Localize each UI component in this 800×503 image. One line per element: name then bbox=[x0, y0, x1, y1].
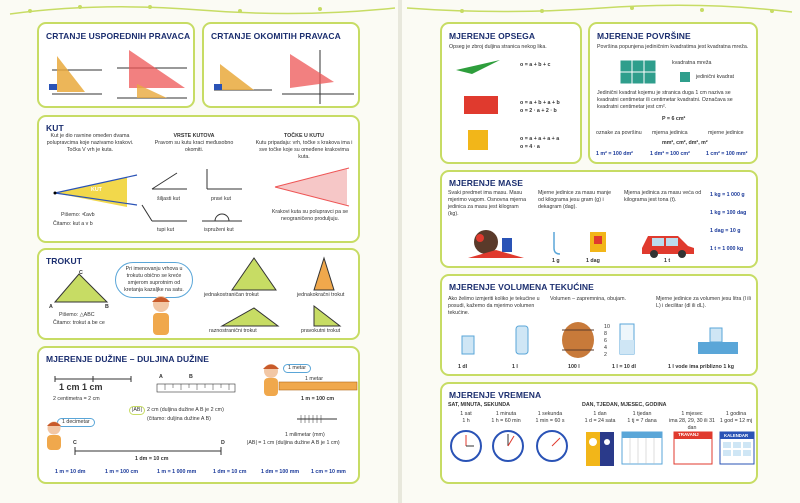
day-night-icon bbox=[586, 432, 616, 466]
units-1: mjerna jedinica bbox=[652, 130, 688, 136]
p-eq: P = 6 cm² bbox=[662, 116, 686, 122]
triangle-types bbox=[214, 256, 354, 326]
set-square-illustration bbox=[47, 48, 192, 106]
ab-sub: (čitamo: duljina dužine A B) bbox=[147, 416, 211, 422]
units-val: mm², cm², dm², m² bbox=[662, 140, 708, 146]
kut-label: KUT bbox=[91, 187, 102, 193]
conv-5: 1 dm = 100 mm bbox=[261, 469, 300, 475]
units-label: oznake za površinu bbox=[596, 130, 642, 136]
opseg-intro: Opseg je zbroj duljina stranica nekog lika. bbox=[449, 44, 547, 50]
triangle-type-1: jednakostraničan trokut bbox=[204, 292, 259, 298]
clock-3-label: 1 sekunda 1 min = 60 s bbox=[535, 411, 565, 424]
section-title: CRTANJE USPOREDNIH PRAVACA bbox=[46, 31, 191, 41]
angle-type-4: ispruženi kut bbox=[204, 227, 234, 233]
pov-eq-2: 1 dm² = 100 cm² bbox=[650, 151, 690, 157]
clock-2-label: 1 minuta 1 h = 60 min bbox=[491, 411, 521, 424]
cm-ruler-line bbox=[53, 376, 133, 382]
opseg-f2a: o = a + b + a + b bbox=[520, 100, 560, 106]
metar-ruler bbox=[279, 382, 359, 392]
section-povrsina bbox=[588, 22, 758, 164]
section-title: MJERENJE VREMENA bbox=[449, 390, 542, 400]
week-label: 1 tjedan 1 tj = 7 dana bbox=[627, 411, 657, 424]
dm-eq: 1 dm = 10 cm bbox=[135, 456, 169, 462]
section-title: MJERENJE DUŽINE – DULJINA DUŽINE bbox=[46, 354, 209, 364]
letter-c: C bbox=[73, 440, 77, 446]
masa-label-t: 1 t bbox=[664, 258, 671, 264]
conv-3: 1 m = 1 000 mm bbox=[157, 469, 197, 475]
scale-2: 2 bbox=[604, 352, 607, 358]
kut-intro: Kut je dio ravnine omeđen dvama polupravcima koje nazivamo krakovi. Točka V vrh je kuta. bbox=[46, 133, 134, 153]
section-title: KUT bbox=[46, 123, 64, 133]
ab-ruler bbox=[157, 382, 237, 394]
units-2: mjerne jedinice bbox=[708, 130, 744, 136]
vol-label-2: 1 l bbox=[512, 364, 518, 370]
vertex-c: C bbox=[79, 270, 83, 276]
tocke-text: Kutu pripadaju: vrh, točke s krakova ima i sve točke koje su omeđene krakovima kuta. bbox=[255, 140, 353, 160]
tocke-title: TOČKE U KUTU bbox=[284, 133, 324, 139]
angle-type-3: tupi kut bbox=[157, 227, 175, 233]
section-title: CRTANJE OKOMITIH PRAVACA bbox=[211, 31, 341, 41]
scale-8: 8 bbox=[604, 331, 607, 337]
teacher-figure-3 bbox=[43, 420, 65, 450]
scale-10: 10 bbox=[604, 324, 610, 330]
scale-4: 4 bbox=[604, 345, 607, 351]
section-vrijeme bbox=[440, 382, 758, 484]
section-trokut bbox=[37, 248, 360, 340]
masa-eq-2: 1 kg = 100 dag bbox=[710, 210, 747, 216]
section-okomiti bbox=[202, 22, 360, 108]
section-title: MJERENJE POVRŠINE bbox=[597, 31, 691, 41]
vol-label-5: 1 l vode ima priblizno 1 kg bbox=[668, 364, 734, 370]
day-label: 1 dan 1 d = 24 sata bbox=[584, 411, 616, 424]
section-kut bbox=[37, 115, 360, 243]
ab-tag: |AB| bbox=[129, 406, 145, 415]
cal-travanj: TRAVANJ bbox=[678, 432, 699, 437]
mm-label: 1 milimetar (mm) bbox=[285, 432, 325, 438]
trokut-citamo: Čitamo: trokut a be ce bbox=[53, 320, 105, 326]
clocks bbox=[452, 428, 582, 466]
masa-eq-1: 1 kg = 1 000 g bbox=[710, 192, 745, 198]
week-calendar bbox=[622, 432, 664, 466]
perpendicular-illustration bbox=[212, 48, 357, 106]
masa-col3: Mjerna jedinica za masu veća od kilograma jest tona (t). bbox=[624, 190, 702, 203]
povrsina-intro: Površina popunjena jediničnim kvadratima jest kvadratna mreža. bbox=[597, 44, 749, 50]
points-in-angle bbox=[271, 167, 351, 207]
pisemo: Pišemo: ∢avb bbox=[61, 212, 95, 218]
vrste-title: VRSTE KUTOVA bbox=[173, 133, 215, 139]
vrijeme-sub1: SAT, MINUTA, SEKUNDA bbox=[448, 402, 510, 408]
section-title: TROKUT bbox=[46, 256, 83, 266]
section-opseg bbox=[440, 22, 582, 164]
masa-col2: Mjerne jedinice za masu manje od kilograma jesu gram (g) i dekagram (dag). bbox=[538, 190, 612, 210]
top-ribbon-left bbox=[0, 0, 398, 20]
m-eq: 1 m = 100 cm bbox=[301, 396, 335, 402]
angle-type-1: šiljasti kut bbox=[157, 196, 180, 202]
vertex-b: B bbox=[105, 304, 109, 310]
trokut-pisemo: Pišemo: △ABC bbox=[59, 312, 95, 318]
povrsina-text2: Jedinični kvadrat kojemu je stranica duga 1 cm naziva se kvadratni centimetar ili centimetar kvadratni. Označava se kvadratni centimetar jest cm². bbox=[597, 90, 733, 110]
kut-footnote: Krakovi kuta su polupravci pa se neograničeno produljuju. bbox=[271, 209, 349, 222]
dm-line bbox=[73, 446, 223, 456]
ab-text: 2 cm (duljina dužine A B je 2 cm) bbox=[147, 407, 224, 413]
letter-b: B bbox=[189, 374, 193, 380]
items-g-dag bbox=[546, 228, 616, 258]
opseg-f2b: o = 2 · a + 2 · b bbox=[520, 108, 557, 114]
pov-eq-1: 1 m² = 100 dm² bbox=[596, 151, 633, 157]
unit-square bbox=[680, 72, 692, 84]
masa-eq-3: 1 dag = 10 g bbox=[710, 228, 741, 234]
scale-6: 6 bbox=[604, 338, 607, 344]
metar-bubble: 1 metar bbox=[283, 364, 311, 373]
mm-text: |AB| = 1 cm (duljina dužine A B je 1 cm) bbox=[247, 440, 340, 446]
letter-a: A bbox=[159, 374, 163, 380]
section-title: MJERENJE OPSEGA bbox=[449, 31, 536, 41]
opseg-f3b: o = 4 · a bbox=[520, 144, 540, 150]
citamo: Čitamo: kut a v b bbox=[53, 221, 93, 227]
dm-bubble: 1 decimetar bbox=[57, 418, 95, 427]
trokut-bubble: Pri imenovanju vrhova u trokutu obično se kreće smjerom suprotnim od kretanja kazaljke na satu. bbox=[115, 262, 193, 298]
vol-col2: Volumen – zapremnina, obujam. bbox=[550, 296, 626, 302]
vol-col3: Mjerne jedinice za volumen jesu litra (l ili L) i decilitar (dl ili dL). bbox=[656, 296, 751, 309]
vol-col1: Ako želimo izmjeriti koliko je tekućine u posudi, kažemo da mjerimo volumen tekućine. bbox=[448, 296, 540, 316]
section-masa bbox=[440, 170, 758, 268]
month-label: 1 mjesec ima 28, 29, 30 ili 31 dan bbox=[669, 411, 715, 431]
conv-1: 1 m = 10 dm bbox=[55, 469, 86, 475]
opseg-f1: o = a + b + c bbox=[520, 62, 551, 68]
metar-label: 1 metar bbox=[305, 376, 323, 382]
car-icon bbox=[638, 228, 698, 258]
year-label: 1 godina 1 god = 12 mj bbox=[719, 411, 753, 424]
triangle-type-4: pravokutni trokut bbox=[301, 328, 341, 334]
mreza-label: kvadratna mreža bbox=[672, 60, 712, 66]
section-title: MJERENJE VOLUMENA TEKUĆINE bbox=[449, 282, 594, 292]
vrijeme-sub2: DAN, TJEDAN, MJESEC, GODINA bbox=[582, 402, 667, 408]
vol-label-4: 1 l = 10 dl bbox=[612, 364, 636, 370]
letter-d: D bbox=[221, 440, 225, 446]
masa-label-dag: 1 dag bbox=[586, 258, 600, 264]
vertex-a: A bbox=[49, 304, 53, 310]
opseg-f3a: o = a + a + a + a bbox=[520, 136, 560, 142]
scale-turkey bbox=[466, 228, 526, 264]
cm-big: 1 cm 1 cm bbox=[59, 382, 103, 392]
section-title: MJERENJE MASE bbox=[449, 178, 524, 188]
cal-kalendar: KALENDAR bbox=[724, 433, 749, 438]
angle-type-2: pravi kut bbox=[211, 196, 232, 202]
triangle-type-3: raznostranični trokut bbox=[209, 328, 257, 334]
top-ribbon-right bbox=[402, 0, 800, 20]
pov-eq-3: 1 cm² = 100 mm² bbox=[706, 151, 748, 157]
conv-4: 1 dm = 10 cm bbox=[213, 469, 247, 475]
masa-col1: Svaki predmet ima masu. Masu mjerimo vagom. Osnovna mjerna jedinica za masu jest kilogram (kg). bbox=[448, 190, 527, 217]
section-usporedni bbox=[37, 22, 195, 108]
masa-label-g: 1 g bbox=[552, 258, 560, 264]
vol-label-3: 100 l bbox=[568, 364, 580, 370]
teacher-figure bbox=[147, 294, 175, 336]
vol-label-1: 1 dl bbox=[458, 364, 468, 370]
conv-2: 1 m = 100 cm bbox=[105, 469, 139, 475]
vrste-text: Pravom su kutu kraci međusobno okomiti. bbox=[154, 140, 234, 153]
volume-items bbox=[452, 320, 752, 362]
mm-scale bbox=[297, 414, 337, 424]
conv-6: 1 cm = 10 mm bbox=[311, 469, 346, 475]
section-volumen bbox=[440, 274, 758, 376]
clock-1-label: 1 sat 1 h bbox=[460, 411, 472, 424]
square-grid bbox=[620, 60, 660, 86]
triangle-type-2: jednakokračni trokut bbox=[297, 292, 345, 298]
jed-label: jedinični kvadrat bbox=[696, 74, 734, 80]
opseg-shapes bbox=[452, 58, 512, 158]
cm-text: 2 centimetra = 2 cm bbox=[53, 396, 100, 402]
section-duzina bbox=[37, 346, 360, 484]
masa-eq-4: 1 t = 1 000 kg bbox=[710, 246, 744, 252]
